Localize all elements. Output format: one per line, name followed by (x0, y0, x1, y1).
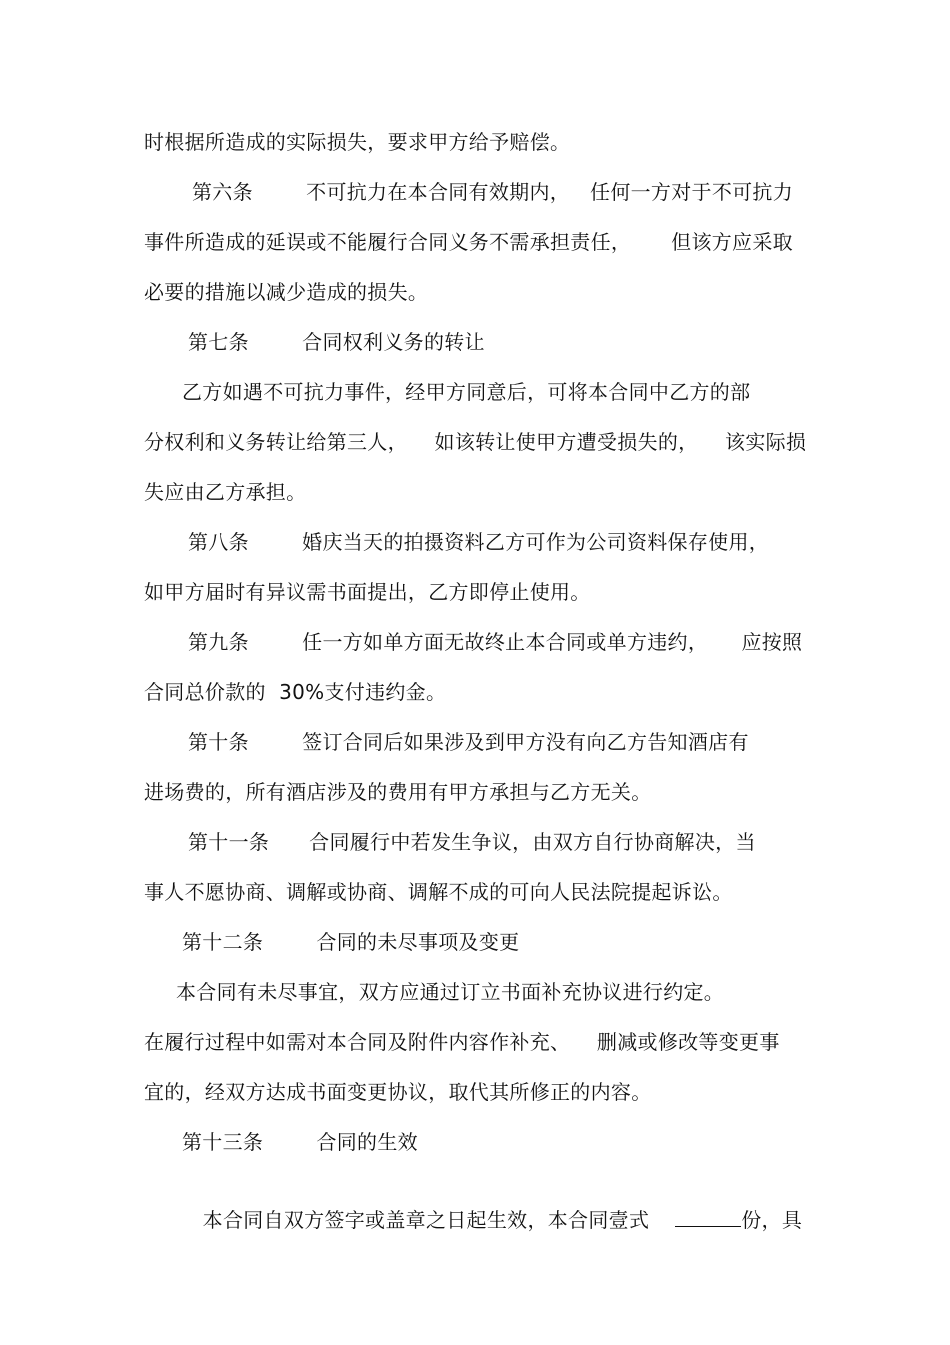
clause-13-heading: 第十三条 合同的生效 (182, 1130, 418, 1154)
clause-7-heading: 第七条 合同权利义务的转让 (188, 330, 485, 354)
text-line: 本合同有未尽事宜，双方应通过订立书面补充协议进行约定。 (176, 980, 725, 1004)
clause-8-heading: 第八条 婚庆当天的拍摄资料乙方可作为公司资料保存使用， (188, 530, 770, 554)
line-text-after-blank: 份，具 (741, 1208, 803, 1232)
text-line: 时根据所造成的实际损失，要求甲方给予赔偿。 (144, 130, 571, 154)
text-line: 进场费的，所有酒店涉及的费用有甲方承担与乙方无关。 (144, 780, 652, 804)
text-line-with-blank (176, 1178, 802, 1262)
text-line: 分权利和义务转让给第三人， 如该转让使甲方遭受损失的， 该实际损 (144, 430, 807, 454)
text-line: 乙方如遇不可抗力事件，经甲方同意后，可将本合同中乙方的部 (182, 380, 751, 404)
text-line: 如甲方届时有异议需书面提出，乙方即停止使用。 (144, 580, 591, 604)
copies-blank-field (675, 1206, 741, 1227)
text-line: 必要的措施以减少造成的损失。 (144, 280, 429, 304)
clause-10-heading: 第十条 签订合同后如果涉及到甲方没有向乙方告知酒店有 (188, 730, 749, 754)
clause-6-heading: 第六条 不可抗力在本合同有效期内， 任何一方对于不可抗力 (192, 180, 794, 204)
text-line: 事人不愿协商、调解或协商、调解不成的可向人民法院提起诉讼。 (144, 880, 733, 904)
text-line: 失应由乙方承担。 (144, 480, 307, 504)
clause-12-heading: 第十二条 合同的未尽事项及变更 (182, 930, 520, 954)
text-line: 宜的，经双方达成书面变更协议，取代其所修正的内容。 (144, 1080, 652, 1104)
text-line: 在履行过程中如需对本合同及附件内容作补充、 删减或修改等变更事 (144, 1030, 780, 1054)
clause-11-heading: 第十一条 合同履行中若发生争议，由双方自行协商解决，当 (188, 830, 756, 854)
line-text-before-blank: 本合同自双方签字或盖章之日起生效，本合同壹式 (202, 1208, 650, 1232)
text-line: 事件所造成的延误或不能履行合同义务不需承担责任， 但该方应采取 (144, 230, 793, 254)
clause-9-heading: 第九条 任一方如单方面无故终止本合同或单方违约， 应按照 (188, 630, 803, 654)
text-line: 合同总价款的 30%支付违约金。 (144, 680, 447, 704)
